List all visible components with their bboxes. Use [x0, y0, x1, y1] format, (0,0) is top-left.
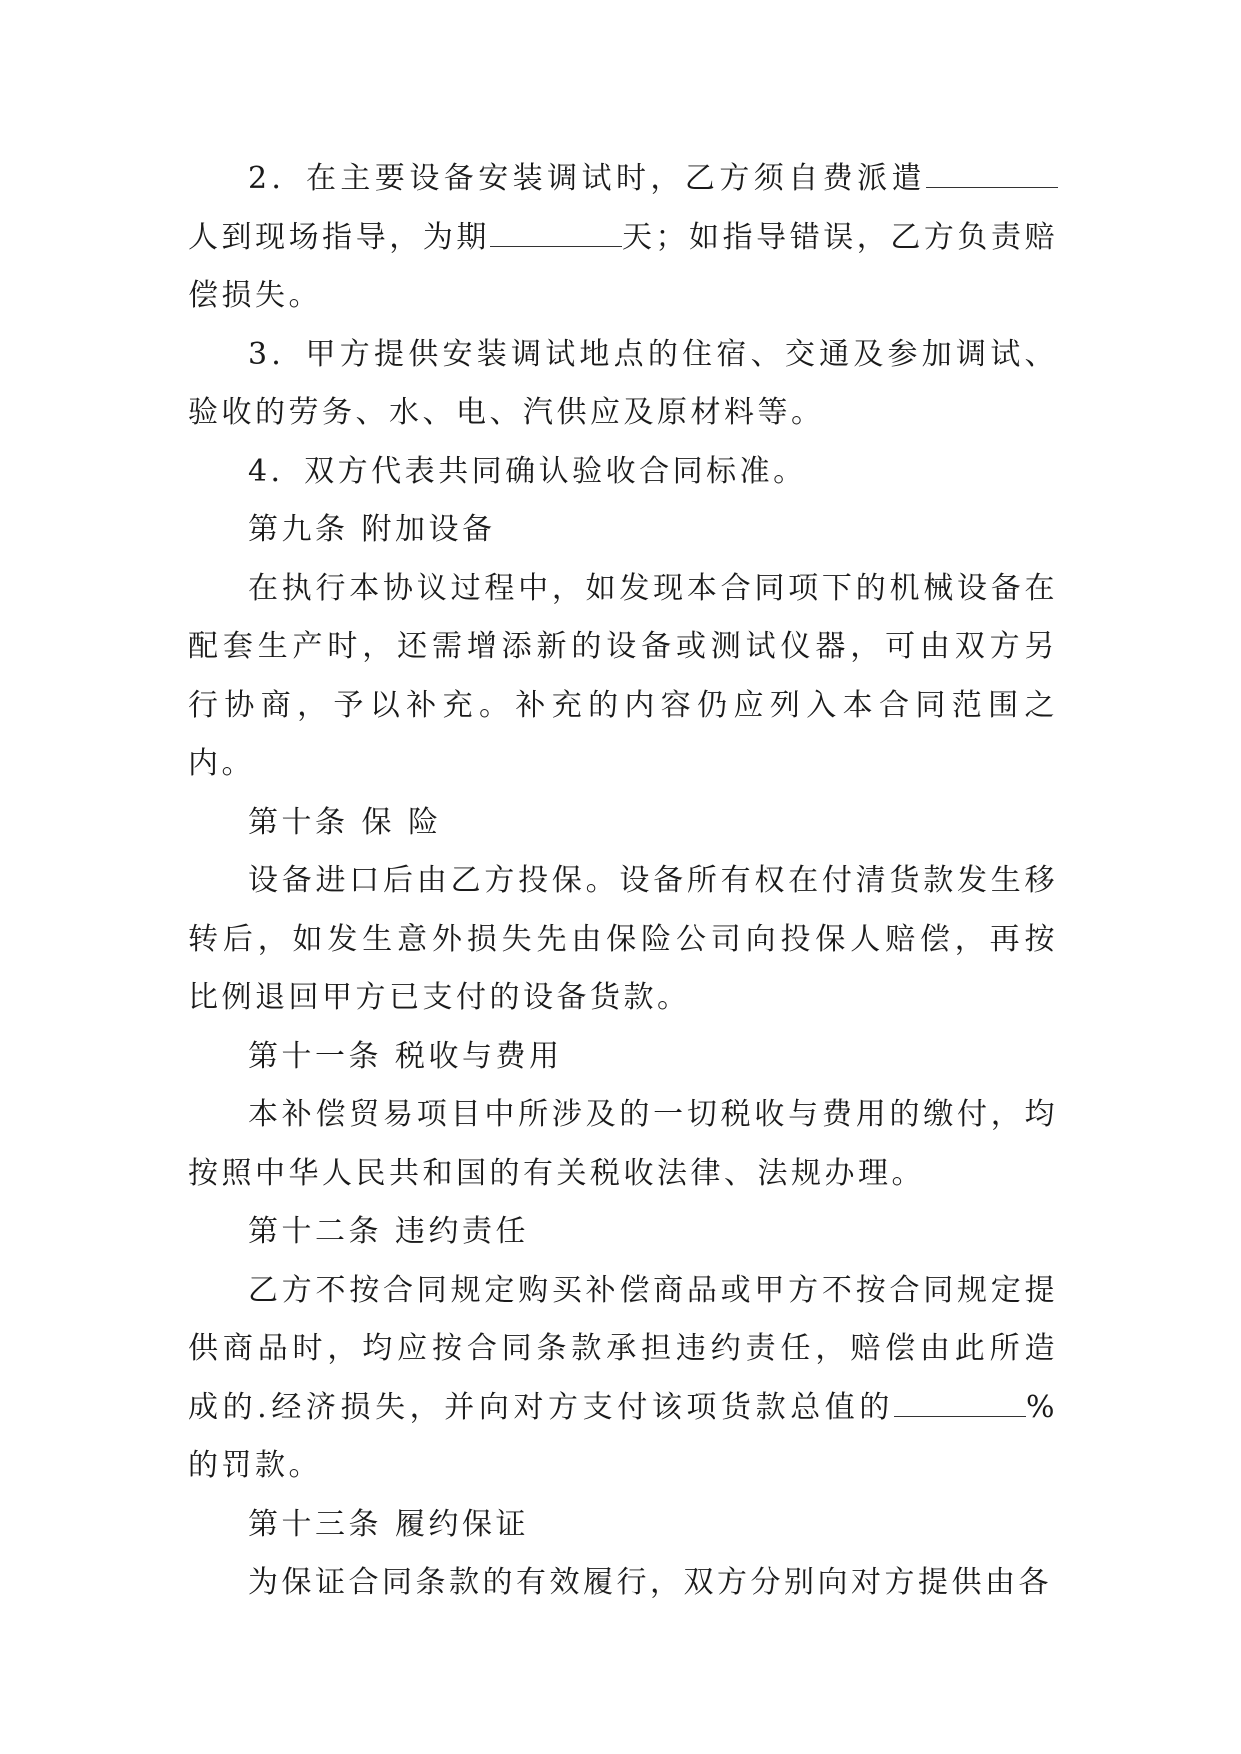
clause-item-3: 3．甲方提供安装调试地点的住宿、交通及参加调试、验收的劳务、水、电、汽供应及原材料等。 [188, 336, 1058, 430]
blank-field-days[interactable] [490, 218, 622, 247]
blank-field-penalty-percent[interactable] [894, 1388, 1026, 1417]
article-13-body: 为保证合同条款的有效履行，双方分别向对方提供由各 [248, 1565, 1052, 1600]
article-11-body: 本补偿贸易项目中所涉及的一切税收与费用的缴付，均按照中华人民共和国的有关税收法律、法规办理。 [188, 1097, 1058, 1191]
article-12-body-text-a: 乙方不按合同规定购买补偿商品或甲方不按合同规定提供商品时，均应按合同条款承担违约责任，赔偿由此所造成的.经济损失，并向对方支付该项货款总值的 [188, 1272, 1058, 1425]
clause-item-2-text-a: 2．在主要设备安装调试时，乙方须自费派遣 [248, 161, 926, 196]
article-12-title: 第十二条 违约责任 [248, 1214, 530, 1249]
article-9-title: 第九条 附加设备 [248, 512, 496, 547]
article-9-body: 在执行本协议过程中，如发现本合同项下的机械设备在配套生产时，还需增添新的设备或测试仪器，可由双方另行协商，予以补充。补充的内容仍应列入本合同范围之内。 [188, 570, 1058, 781]
article-10-body: 设备进口后由乙方投保。设备所有权在付清货款发生移转后，如发生意外损失先由保险公司向投保人赔偿，再按比例退回甲方已支付的设备货款。 [188, 863, 1058, 1015]
article-13-title: 第十三条 履约保证 [248, 1506, 530, 1542]
clause-item-2-text-b: 人到现场指导，为期 [188, 219, 490, 255]
document-content [188, 150, 1058, 1613]
article-10-title: 第十条 保 险 [248, 804, 442, 840]
article-12-body-text-b: %的罚款。 [188, 1389, 1058, 1483]
blank-field-personnel[interactable] [926, 159, 1058, 188]
clause-item-2 [188, 150, 1058, 326]
clause-item-2-text-c: 天；如指导错误，乙方负责赔偿损失。 [188, 219, 1059, 313]
article-12-body [188, 1262, 1058, 1496]
article-11-title: 第十一条 税收与费用 [248, 1038, 563, 1074]
clause-item-4: 4．双方代表共同确认验收合同标准。 [248, 453, 807, 489]
